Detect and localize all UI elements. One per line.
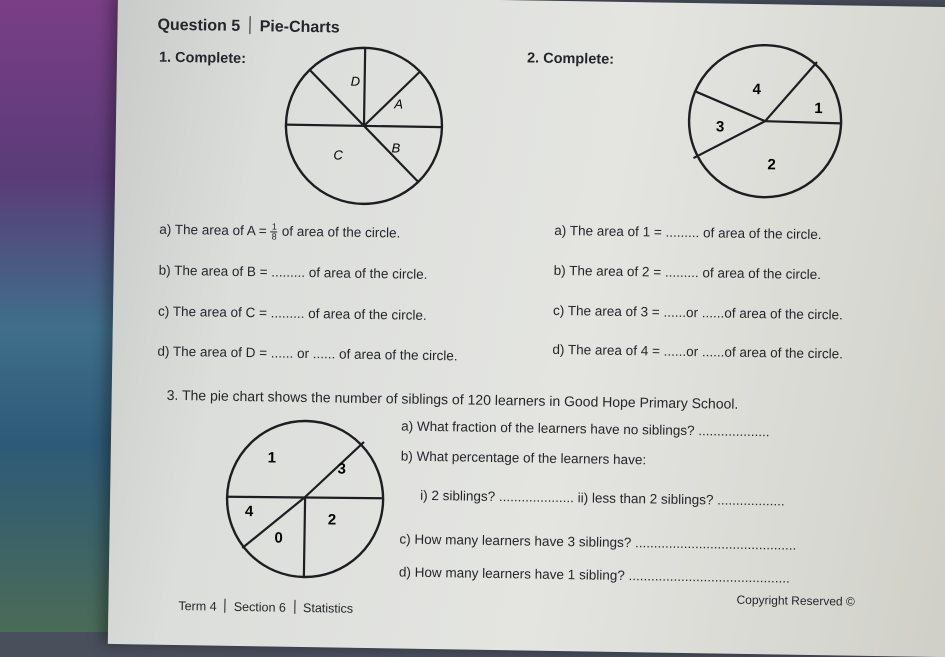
q1-item-d: d) The area of D = ...... or ...... of area of the circle. xyxy=(157,343,458,364)
q3-question-b: b) What percentage of the learners have: xyxy=(400,448,647,468)
q3-question-b-parts: i) 2 siblings? .................... ii) less than 2 siblings? .................. xyxy=(420,487,785,509)
q2-pie-chart xyxy=(687,43,844,200)
fraction-one-eighth xyxy=(271,222,278,241)
q3-pie-chart xyxy=(224,420,386,582)
q3-intro: 3. The pie chart shows the number of siblings of 120 learners in Good Hope Primary School. xyxy=(166,386,739,412)
q3-label-4: 4 xyxy=(244,503,254,521)
page-title: Pie-Charts xyxy=(259,18,340,37)
q2-divider-upper xyxy=(765,61,817,122)
q1-heading: 1. Complete: xyxy=(158,49,247,68)
q2-item-d: d) The area of 4 = ......or ......of area of the circle. xyxy=(552,341,844,362)
worksheet-page xyxy=(108,0,945,657)
q2-label-2: 2 xyxy=(767,156,776,174)
q1-item-a-suffix: of area of the circle. xyxy=(281,223,401,241)
q2-item-c: c) The area of 3 = ......or ......of area of the circle. xyxy=(552,302,843,323)
question-number: Question 5 xyxy=(157,16,241,35)
q3-question-a: a) What fraction of the learners have no siblings? ................... xyxy=(401,418,770,440)
q2-heading: 2. Complete: xyxy=(526,50,615,68)
q3-question-d: d) How many learners have 1 sibling? ........................................... xyxy=(398,564,790,586)
q3-label-1: 1 xyxy=(267,449,277,467)
q1-item-a-prefix: a) The area of A = xyxy=(159,221,267,239)
q3-label-2: 2 xyxy=(327,511,337,529)
header-divider xyxy=(249,16,251,34)
q1-label-a: A xyxy=(394,96,404,112)
footer-term: Term 4 xyxy=(178,599,217,614)
q1-short-divider xyxy=(364,71,420,127)
q2-item-a: a) The area of 1 = ......... of area of the circle. xyxy=(554,222,822,243)
footer-divider xyxy=(294,600,295,614)
q3-question-c: c) How many learners have 3 siblings? ........................................... xyxy=(399,531,797,553)
q3-label-0: 0 xyxy=(274,529,283,547)
q1-label-b: B xyxy=(391,140,401,156)
footer-divider xyxy=(224,599,225,613)
q2-divider-lower xyxy=(693,120,765,159)
q2-divider-right xyxy=(765,121,841,123)
fraction-denominator: 8 xyxy=(271,231,277,242)
q1-pie-chart xyxy=(283,47,445,209)
q2-label-3: 3 xyxy=(715,118,725,136)
footer-topic: Statistics xyxy=(302,600,354,616)
q1-item-c: c) The area of C = ......... of area of the circle. xyxy=(157,303,427,323)
footer-section: Section 6 xyxy=(233,599,287,615)
q2-item-b: b) The area of 2 = ......... of area of the circle. xyxy=(553,262,822,283)
q2-label-4: 4 xyxy=(752,80,762,99)
q1-item-a xyxy=(159,221,400,244)
q1-label-d: D xyxy=(350,73,361,89)
q1-item-b: b) The area of B = ......... of area of the circle. xyxy=(158,262,428,282)
q3-divider-vertical xyxy=(304,497,305,577)
q3-divider-upper xyxy=(305,441,364,498)
fraction-numerator: 1 xyxy=(271,221,277,232)
q2-label-1: 1 xyxy=(814,99,823,118)
q3-label-3: 3 xyxy=(337,460,347,478)
copyright-notice: Copyright Reserved © xyxy=(736,592,855,609)
page-footer xyxy=(178,598,353,616)
q1-vertical-divider xyxy=(364,48,365,126)
page-header xyxy=(157,15,340,38)
q1-label-c: C xyxy=(333,147,344,163)
